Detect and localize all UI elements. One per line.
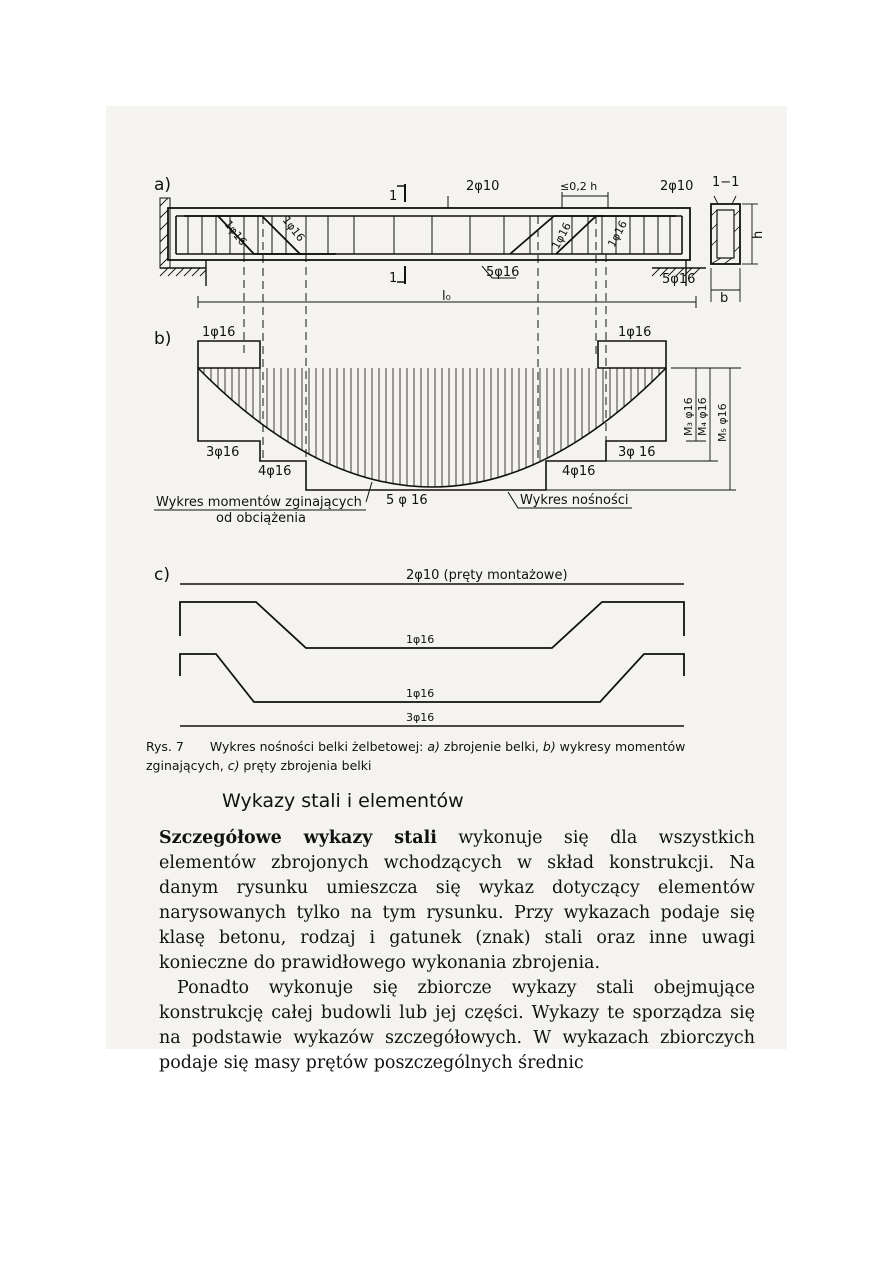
panel-b-label: b) <box>154 329 172 349</box>
moment-m5-label: M₅ φ16 <box>716 403 729 442</box>
caption-number: Rys. 7 <box>146 739 184 754</box>
capacity-left-4: 4φ16 <box>258 464 292 479</box>
capacity-right-4: 4φ16 <box>562 464 596 479</box>
scanned-page <box>106 106 787 1073</box>
bar-c3-label: 3φ16 <box>406 711 435 724</box>
bar-c1-label: 1φ16 <box>406 633 435 646</box>
bottom-bars-label: 5φ16 <box>486 265 520 280</box>
bar-c2-label: 1φ16 <box>406 687 435 700</box>
paragraph-1-rest: wykonuje się dla wszystkich elementów zbrojonych wchodzących w skład konstrukcji. Na danym rysunku umieszcza się wykaz dotyczący elementów narysowanych tylko na tym rysunku. Przy wykazach podaje się klasę betonu, rodzaj i gatunek (znak) stali oraz inne uwagi konieczne do prawidłowego wykonania zbrojenia. <box>159 828 755 973</box>
height-label: h <box>751 230 766 239</box>
capacity-right-3: 3φ 16 <box>618 445 656 460</box>
moment-m3-label: M₃ φ16 <box>682 397 695 436</box>
bend-distance-label: ≤0,2 h <box>560 180 598 193</box>
paragraph-1-bold: Szczegółowe wykazy stali <box>159 828 437 848</box>
body-text <box>159 826 755 1076</box>
bent-bar-label-2: 1φ16 <box>279 213 308 245</box>
panel-a-label: a) <box>154 175 172 195</box>
section-heading: Wykazy stali i elementów <box>222 790 464 812</box>
section-mark-bottom: 1 <box>389 271 398 286</box>
bottom-bars-section-label: 5φ16 <box>662 272 696 287</box>
capacity-left-1: 1φ16 <box>202 325 236 340</box>
capacity-right-1: 1φ16 <box>618 325 652 340</box>
width-label: b <box>720 291 729 306</box>
paragraph-2: Ponadto wykonuje się zbiorcze wykazy stali obejmujące konstrukcję całej budowli lub jej części. Wykazy te sporządza się na podstawie wykazów szczegółowych. W wykazach zbiorczych podaje się masy prętów poszczególnych średnic <box>159 978 755 1073</box>
moment-diagram-label-1: Wykres momentów zginających <box>156 495 362 510</box>
beam-figure <box>106 106 787 746</box>
section-mark-top: 1 <box>389 189 398 204</box>
bent-bar-label-1: 1φ16 <box>221 217 250 249</box>
section-label: 1−1 <box>712 175 740 190</box>
span-label: l₀ <box>442 289 451 304</box>
paragraph-1 <box>159 826 755 976</box>
top-bars-label: 2φ10 <box>466 179 500 194</box>
top-bars-section-label: 2φ10 <box>660 179 694 194</box>
capacity-mid-5: 5 φ 16 <box>386 493 428 508</box>
moment-diagram-label-2: od obciążenia <box>216 511 306 526</box>
figure-caption: Rys. 7 Wykres nośności belki żelbetowej: a) zbrojenie belki, b) wykresy momentów zginających, c) pręty zbrojenia belki <box>146 739 686 773</box>
bent-bar-label-3: 1φ16 <box>549 220 574 252</box>
assembly-bars-label: 2φ10 (pręty montażowe) <box>406 568 568 583</box>
bent-bar-label-4: 1φ16 <box>605 218 630 250</box>
capacity-left-3: 3φ16 <box>206 445 240 460</box>
panel-c-label: c) <box>154 565 170 585</box>
capacity-diagram-label: Wykres nośności <box>520 493 629 508</box>
moment-m4-label: M₄ φ16 <box>696 397 709 436</box>
